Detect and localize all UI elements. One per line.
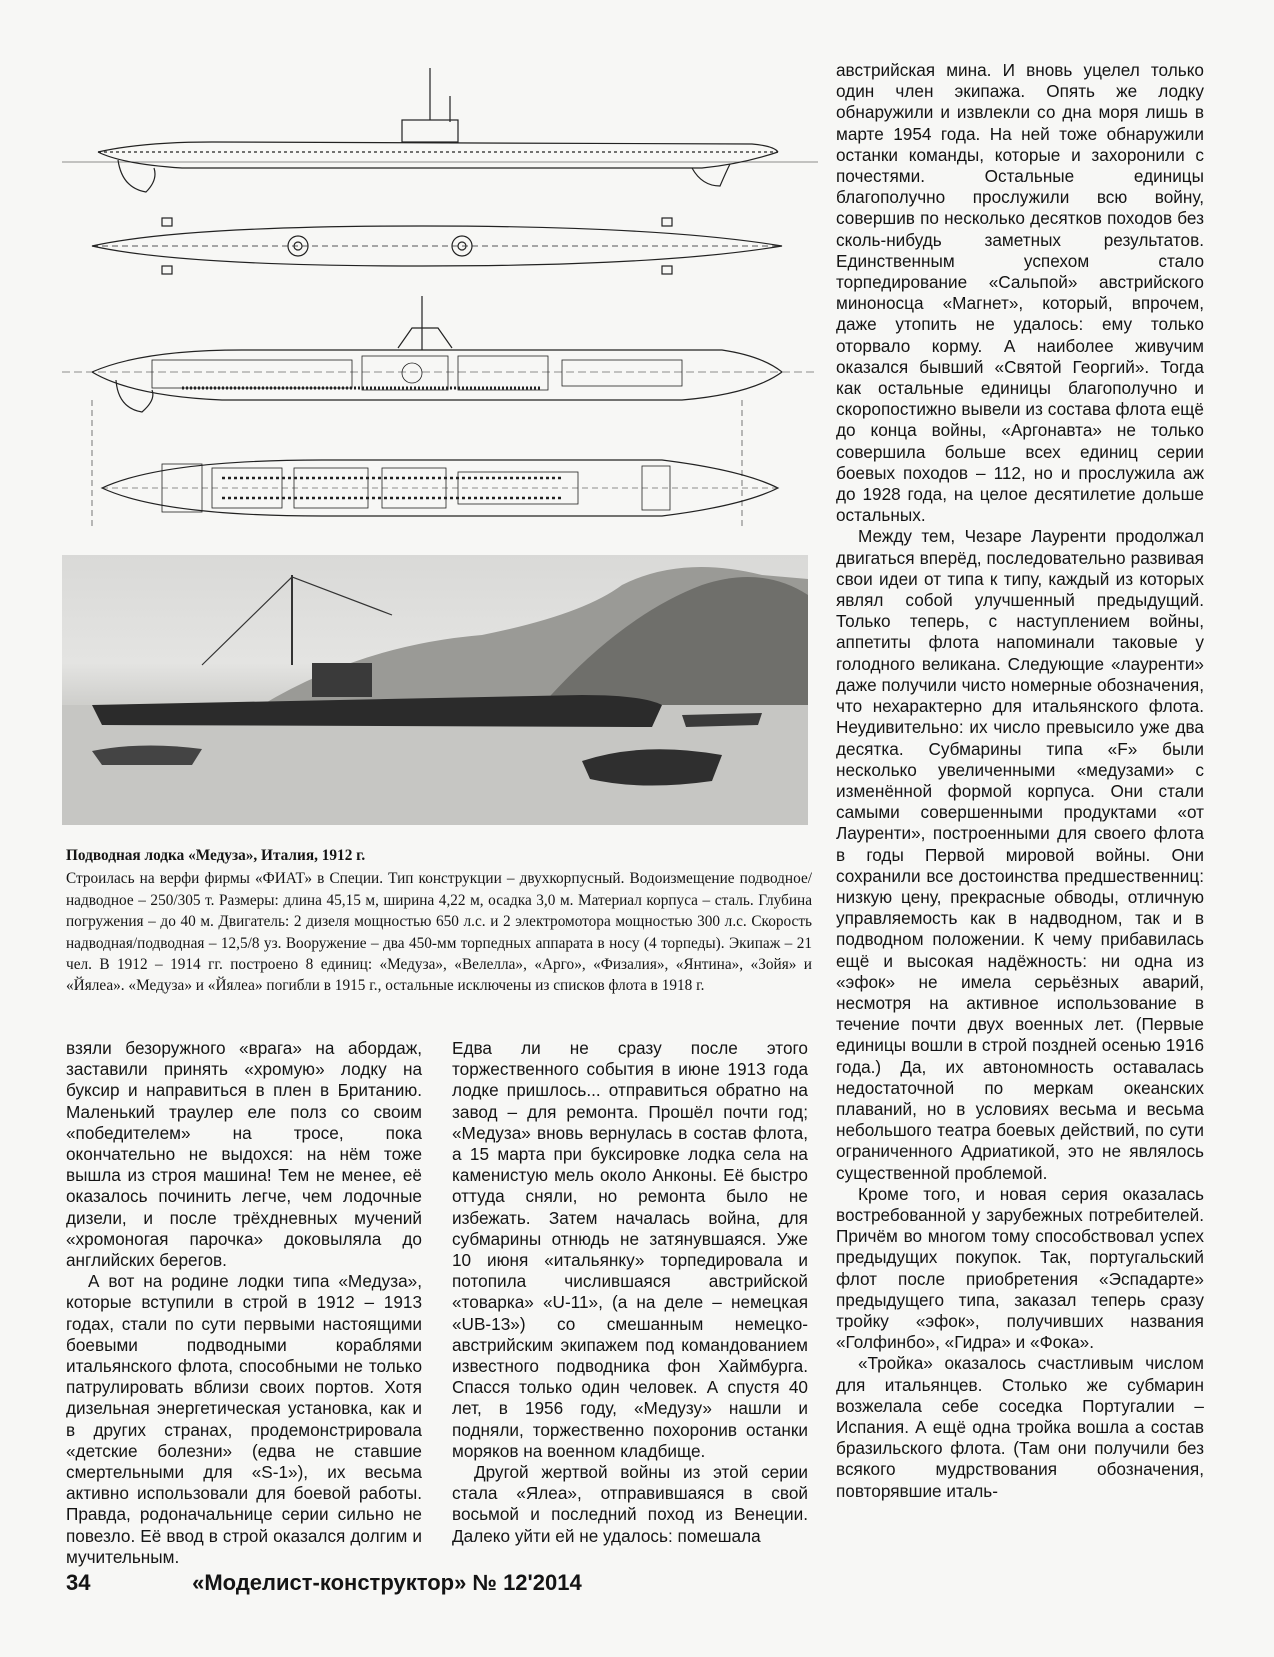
paragraph: А вот на родине лодки типа «Медуза», которые вступили в строй в 1912 – 1913 годах, стали по сути первыми настоящими боевыми подводными кораблями итальянского флота, способными не только патрулировать вблизи своих портов. Хотя дизельная энергетическая установка, как и в других странах, продемонстрировала «детские болезни» (едва не ставшие смертельными для «S-1»), их весьма активно использовали для боевой работы. Правда, родоначальнице серии сильно не повезло. Её ввод в строй оказался долгим и мучительным. — [66, 1271, 422, 1567]
article-column-1 — [66, 1038, 422, 1568]
article-column-3 — [836, 60, 1204, 1502]
paragraph: австрийская мина. И вновь уцелел только один член экипажа. Опять же лодку обнаружили и извлекли со дна моря лишь в марте 1954 года. На ней тоже обнаружили останки команды, которые и захоронили с почестями. Остальные единицы благополучно прослужили всю войну, совершив по несколько десятков походов без сколь-нибудь заметных результатов. Единственным успехом стало торпедирование «Сальпой» австрийского миноносца «Магнет», который, впрочем, даже утопить не удалось: ему только оторвало корму. А наиболее живучим оказался бывший «Святой Георгий». Тогда как остальные единицы благополучно и скоропостижно вывели из состава флота ещё до конца войны, «Аргонавта» не только совершила больше всех единиц серии боевых походов – 112, но и прослужила аж до 1928 года, на целое десятилетие дольше остальных. — [836, 60, 1204, 526]
paragraph: Между тем, Чезаре Лауренти продолжал двигаться вперёд, последовательно развивая свои идеи от типа к типу, каждый из которых являл собой улучшенный предыдущий. Только теперь, с наступлением войны, аппетиты флота напоминали таковые у голодного великана. Следующие «лауренти» даже получили чисто номерные обозначения, что нехарактерно для итальянского флота. Неудивительно: их число превысило уже два десятка. Субмарины типа «F» были несколько увеличенными «медузами» с изменённой формой корпуса. Они стали самыми совершенными продуктами «от Лауренти», построенными для своего флота в годы Первой мировой войны. Они сохранили все достоинства предшественниц: низкую цену, прекрасные обводы, отличную управляемость как в надводном, так и в подводном положении. К чему прибавилась ещё и высокая надёжность: ни одна из «эфок» не имела серьёзных аварий, несмотря на активное использование в течение почти двух военных лет. (Первые единицы вошли в строй поздней осенью 1916 года.) Да, их автономность оставалась недостаточной по меркам океанских плаваний, но в условиях весьма и весьма небольшого театра боевых действий, по сути ограниченного Адриатикой, это не являлось существенной проблемой. — [836, 526, 1204, 1183]
photo-scene — [62, 555, 808, 825]
submarine-drawings — [62, 60, 818, 560]
paragraph: Кроме того, и новая серия оказалась востребованной у зарубежных потребителей. Причём во многом тому способствовал успех предыдущих покупок. Так, португальский флот после приобретения «Эспадарте» предыдущего типа, заказал теперь сразу тройку «эфок», получивших названия «Голфинбо», «Гидра» и «Фока». — [836, 1183, 1204, 1353]
deck-plan-drawing — [92, 218, 782, 274]
magazine-issue: «Моделист-конструктор» № 12'2014 — [192, 1570, 582, 1595]
side-view-drawing — [62, 68, 818, 192]
plan-section-drawing — [92, 400, 778, 530]
submarine-plan-drawings — [62, 60, 818, 560]
paragraph: Едва ли не сразу после этого торжественного события в июне 1913 года лодке пришлось... отправиться обратно на завод – для ремонта. Прошёл почти год; «Медуза» вновь вернулась в состав флота, а 15 марта при буксировке лодка села на каменистую мель около Анконы. Её быстро оттуда сняли, но ремонта было не избежать. Затем началась война, для субмарины отнюдь не затянувшаяся. Уже 10 июня «итальянку» торпедировала и потопила числившаяся австрийской «товарка» «U-11», (а на деле – немецкая «UB-13») со смешанным немецко-австрийским экипажем под командованием известного подводника фон Хаймбурга. Спасся только один человек. А спустя 40 лет, в 1956 году, «Медузу» нашли и подняли, торжественно похоронив останки моряков на военном кладбище. — [452, 1038, 808, 1461]
paragraph: взяли безоружного «врага» на абордаж, заставили принять «хромую» лодку на буксир и направиться в плен в Британию. Маленький траулер еле полз со своим «победителем» на тросе, пока окончательно не выдохся: на нём тоже вышла из строя машина! Тем не менее, её оказалось починить легче, чем лодочные дизели, и после трёхдневных мучений «хромоногая парочка» доковыляла до английских берегов. — [66, 1038, 422, 1271]
article-column-2 — [452, 1038, 808, 1547]
paragraph: Другой жертвой войны из этой серии стала «Ялеа», отправившаяся в свой восьмой и последний поход из Венеции. Далеко уйти ей не удалось: помешала — [452, 1462, 808, 1546]
longitudinal-section-drawing — [62, 296, 818, 412]
caption-text: Строилась на верфи фирмы «ФИАТ» в Специи. Тип конструкции – двухкорпусный. Водоизмещение подводное/надводное – 250/305 т. Размеры: длина 45,15 м, ширина 4,22 м, осадка 3,0 м. Материал корпуса – сталь. Глубина погружения – до 40 м. Двигатель: 2 дизеля мощностью 650 л.с. и 2 электромотора мощностью 300 л.с. Скорость надводная/подводная – 12,5/8 уз. Вооружение – два 450-мм торпедных аппарата в носу (4 торпеды). Экипаж – 21 чел. В 1912 – 1914 гг. построено 8 единиц: «Медуза», «Велелла», «Арго», «Физалия», «Янтина», «Зойя» и «Йялеа». «Медуза» и «Йялеа» погибли в 1915 г., остальные исключены из списков флота в 1918 г. — [66, 870, 812, 995]
page-footer — [66, 1568, 826, 1598]
page-number: 34 — [66, 1570, 91, 1595]
photo-caption — [66, 845, 812, 997]
caption-title: Подводная лодка «Медуза», Италия, 1912 г. — [66, 847, 366, 864]
historical-photo — [62, 555, 808, 825]
paragraph: «Тройка» оказалось счастливым числом для итальянцев. Столько же субмарин возжелала себе соседка Португалии – Испания. А ещё одна тройка вошла а состав бразильского флота. (Там они получили без всякого мудрствования обозначения, повторявшие италь- — [836, 1353, 1204, 1501]
